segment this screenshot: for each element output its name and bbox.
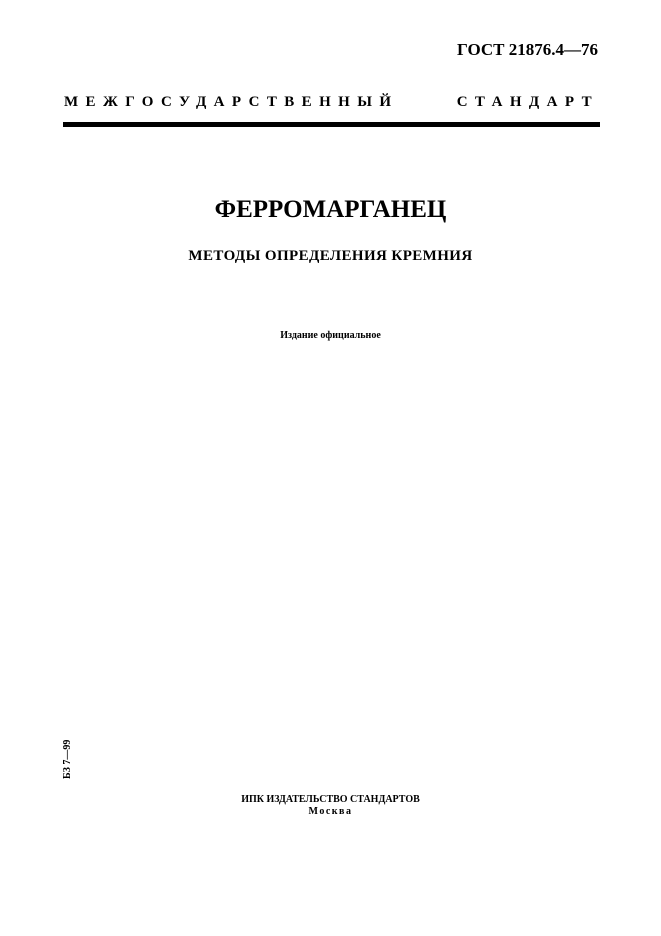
catalog-mark-container	[58, 731, 78, 791]
edition-note: Издание официальное	[280, 330, 381, 341]
header-divider	[63, 122, 600, 127]
catalog-mark: БЗ 7—99	[62, 739, 73, 779]
publisher-city: Москва	[308, 806, 353, 817]
document-subtitle: МЕТОДЫ ОПРЕДЕЛЕНИЯ КРЕМНИЯ	[188, 248, 473, 264]
document-title: ФЕРРОМАРГАНЕЦ	[214, 196, 447, 223]
publisher-name: ИПК ИЗДАТЕЛЬСТВО СТАНДАРТОВ	[241, 794, 420, 805]
document-code: ГОСТ 21876.4—76	[457, 40, 598, 59]
standard-type-heading: МЕЖГОСУДАРСТВЕННЫЙ СТАНДАРТ	[64, 94, 599, 110]
